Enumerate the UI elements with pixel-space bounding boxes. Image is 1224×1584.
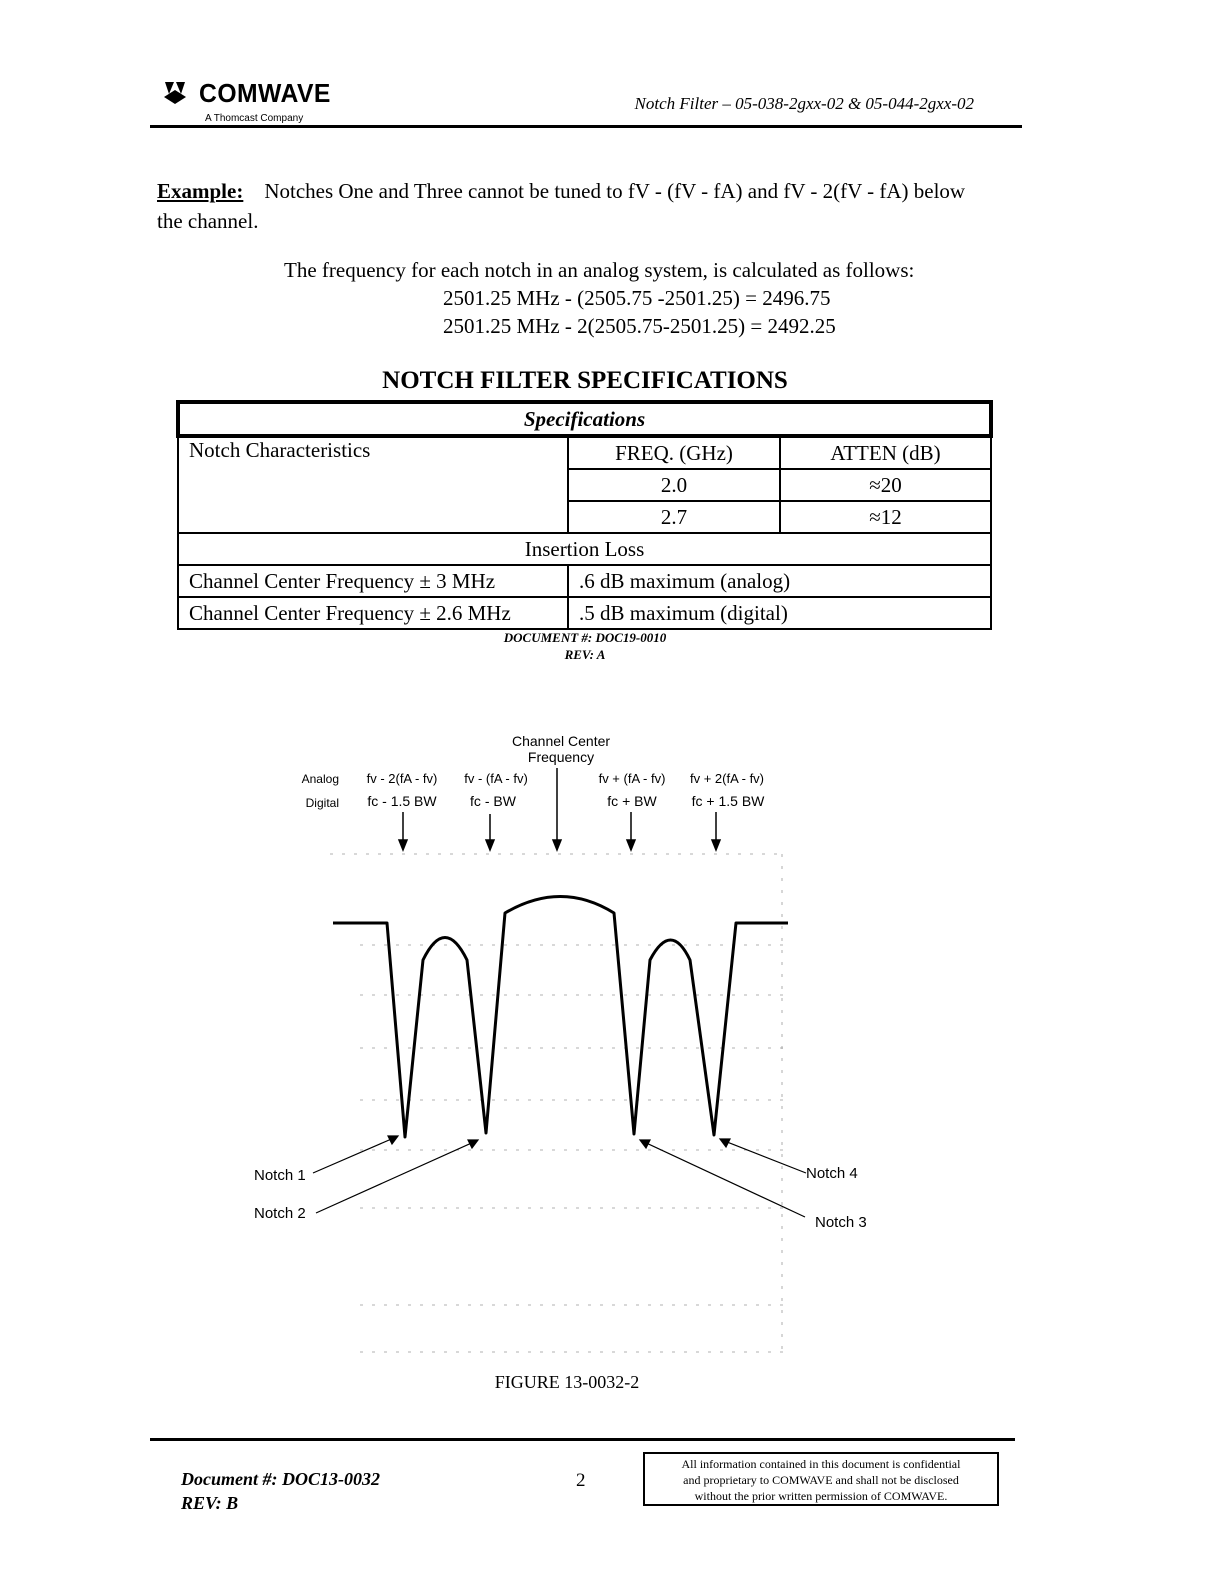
freq-cell: 2.0 — [568, 469, 780, 501]
header-rule — [150, 125, 1022, 128]
down-arrow-icon — [712, 840, 720, 850]
analog-freq-label: fv + (fA - fv) — [598, 771, 666, 786]
loss-value-cell: .5 dB maximum (digital) — [568, 597, 991, 629]
notch-label: Notch 3 — [815, 1214, 867, 1231]
notch-label: Notch 1 — [254, 1167, 306, 1184]
atten-column-header: ATTEN (dB) — [780, 436, 991, 469]
arrow-head-icon — [468, 1140, 478, 1148]
atten-cell: ≈12 — [780, 501, 991, 533]
confidentiality-line: and proprietary to COMWAVE and shall not be disclosed — [683, 1473, 959, 1487]
down-arrow-icon — [627, 840, 635, 850]
example-text: Notches One and Three cannot be tuned to fV - (fV - fA) and fV - 2(fV - fA) below the channel. — [157, 179, 966, 233]
table-row — [178, 597, 991, 629]
center-frequency-label: Frequency — [527, 749, 595, 765]
freq-column-header: FREQ. (GHz) — [568, 436, 780, 469]
example-label: Example: — [157, 179, 244, 203]
analog-freq-label: fv + 2(fA - fv) — [689, 771, 765, 786]
arrow-head-icon — [720, 1139, 730, 1147]
notch-filter-diagram — [0, 720, 1224, 1360]
digital-freq-label: fc - BW — [470, 793, 516, 809]
spec-table — [176, 400, 993, 630]
footer-document-info — [181, 1467, 380, 1515]
spec-table-header: Specifications — [178, 402, 991, 436]
calculation-line-1: 2501.25 MHz - (2505.75 -2501.25) = 2496.75 — [443, 286, 831, 310]
footer-revision: REV: B — [181, 1493, 239, 1513]
document-header-title: Notch Filter – 05-038-2gxx-02 & 05-044-2gxx-02 — [634, 94, 974, 113]
page-number: 2 — [576, 1470, 586, 1491]
atten-cell: ≈20 — [780, 469, 991, 501]
table-row — [178, 565, 991, 597]
notch-label: Notch 4 — [806, 1165, 858, 1182]
spec-document-number: DOCUMENT #: DOC19-0010 — [503, 630, 667, 645]
digital-freq-label: fc + BW — [607, 793, 657, 809]
loss-label-cell: Channel Center Frequency ± 2.6 MHz — [178, 597, 568, 629]
notch-label: Notch 2 — [254, 1205, 306, 1222]
digital-freq-label: fc + 1.5 BW — [691, 793, 765, 809]
down-arrows — [399, 768, 720, 850]
notch-characteristics-label: Notch Characteristics — [178, 436, 568, 533]
confidentiality-line: without the prior written permission of COMWAVE. — [694, 1489, 948, 1503]
example-paragraph — [157, 176, 987, 236]
down-arrow-icon — [399, 840, 407, 850]
confidentiality-notice — [643, 1452, 999, 1506]
down-arrow-icon — [486, 840, 494, 850]
down-arrow-icon — [553, 840, 561, 850]
calculation-intro: The frequency for each notch in an analog system, is calculated as follows: — [284, 258, 915, 282]
digital-freq-label: fc - 1.5 BW — [367, 793, 437, 809]
center-frequency-label: Channel Center — [511, 733, 611, 749]
calculation-line-2: 2501.25 MHz - 2(2505.75-2501.25) = 2492.25 — [443, 314, 836, 338]
analog-row-label: Analog — [301, 772, 339, 786]
notch-leaders — [313, 1136, 806, 1217]
analog-freq-label: fv - (fA - fv) — [464, 771, 528, 786]
freq-cell: 2.7 — [568, 501, 780, 533]
confidentiality-line: All information contained in this document is confidential — [681, 1457, 961, 1471]
loss-value-cell: .6 dB maximum (analog) — [568, 565, 991, 597]
spec-revision: REV: A — [564, 647, 606, 662]
insertion-loss-heading: Insertion Loss — [178, 533, 991, 565]
comwave-logo-icon — [161, 80, 189, 106]
arrow-head-icon — [388, 1136, 398, 1144]
loss-label-cell: Channel Center Frequency ± 3 MHz — [178, 565, 568, 597]
arrow-head-icon — [640, 1140, 650, 1148]
figure-caption: FIGURE 13-0032-2 — [494, 1372, 640, 1392]
company-name: COMWAVE — [199, 78, 331, 108]
analog-freq-label: fv - 2(fA - fv) — [366, 771, 438, 786]
filter-response-curve — [333, 897, 788, 1138]
company-tagline: A Thomcast Company — [205, 113, 304, 124]
footer-document-number: Document #: DOC13-0032 — [181, 1469, 380, 1489]
footer-rule — [150, 1438, 1015, 1441]
digital-row-label: Digital — [305, 796, 339, 810]
spec-section-title: NOTCH FILTER SPECIFICATIONS — [382, 367, 788, 394]
